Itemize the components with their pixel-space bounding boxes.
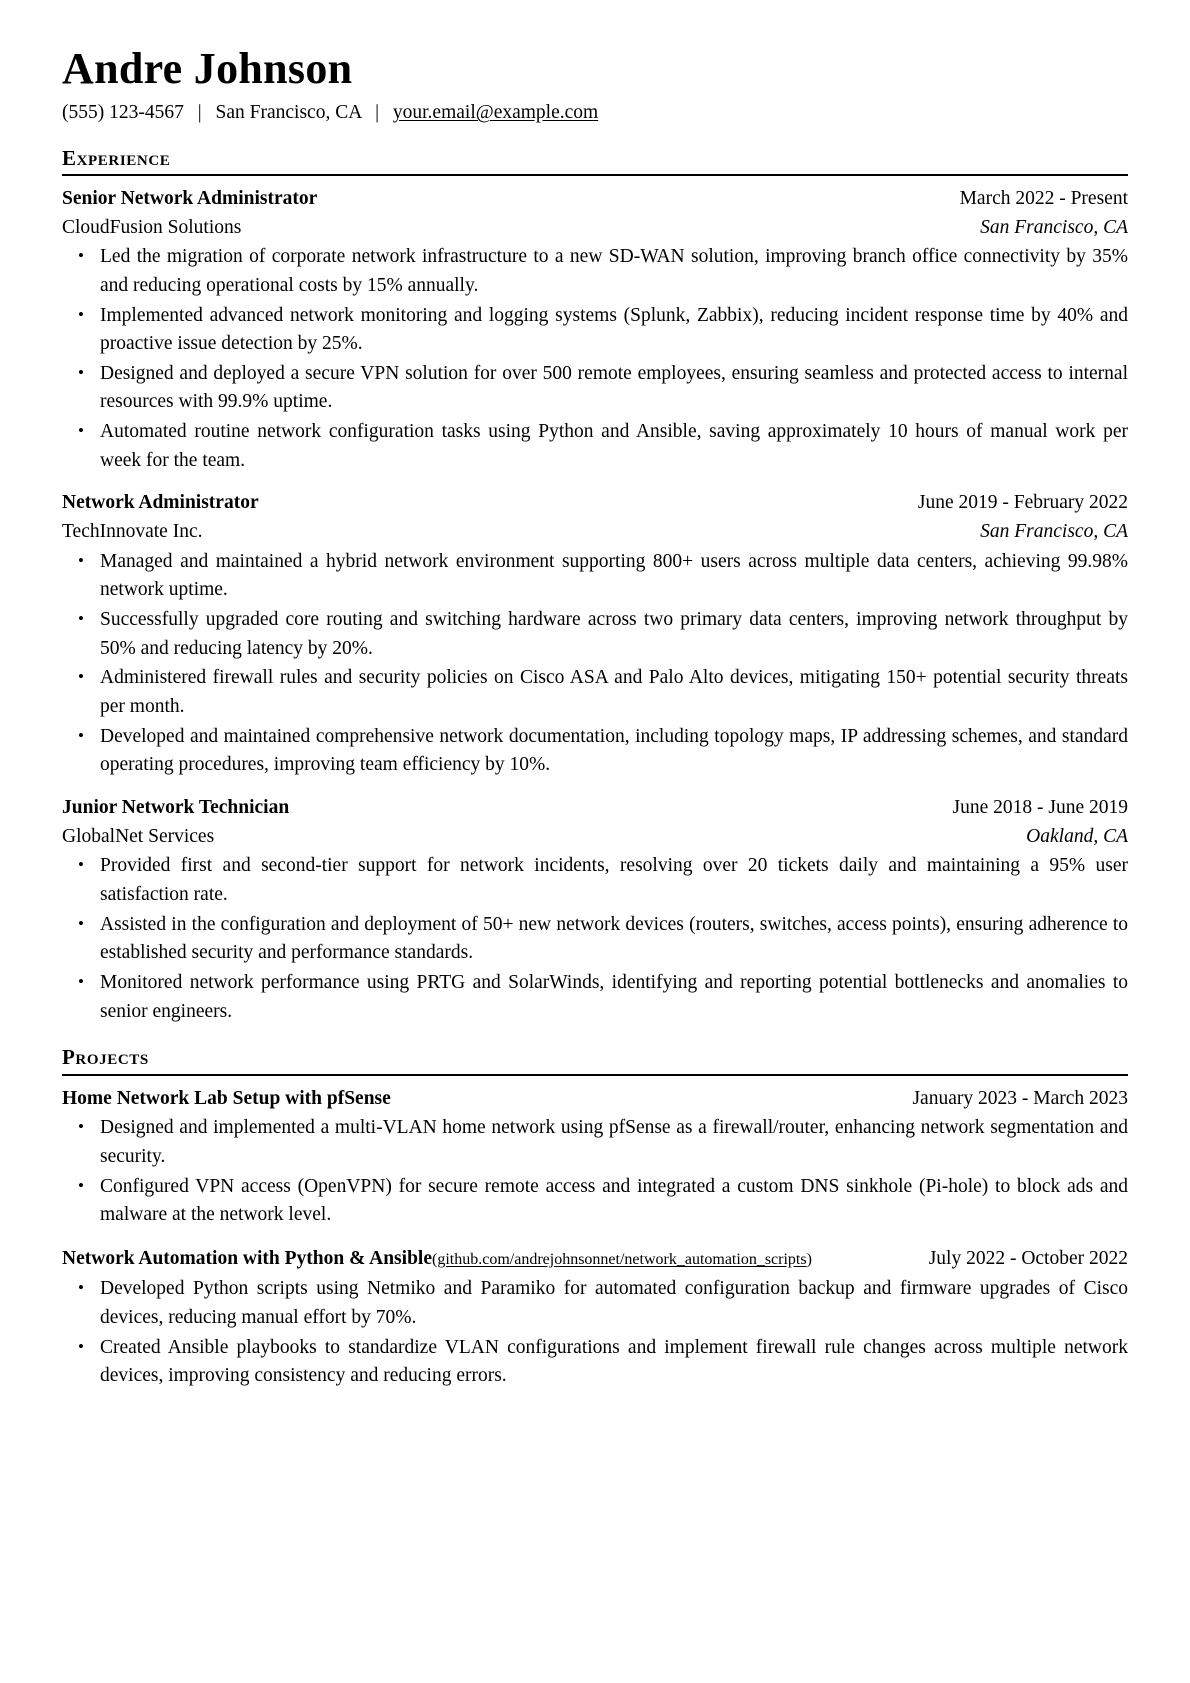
project-link-close: ) bbox=[806, 1250, 812, 1268]
job-location: San Francisco, CA bbox=[980, 521, 1128, 543]
section-title-projects: Projects bbox=[62, 1045, 149, 1070]
project-entry bbox=[62, 1085, 1128, 1230]
job-organization: TechInnovate Inc. bbox=[62, 521, 203, 543]
candidate-name: Andre Johnson bbox=[62, 44, 353, 93]
project-bullet: • Developed Python scripts using Netmiko and Paramiko for automated configuration backup and firmware upgrades of Cisco devices, reducing manual effort by 70%. bbox=[62, 1275, 1128, 1332]
experience-entry bbox=[62, 185, 1128, 476]
experience-entry bbox=[62, 794, 1128, 1026]
entry-title-row bbox=[62, 185, 1128, 213]
job-location: Oakland, CA bbox=[1026, 825, 1128, 847]
section-divider-experience bbox=[62, 174, 1128, 176]
job-location: San Francisco, CA bbox=[980, 216, 1128, 238]
job-bullet-list bbox=[62, 852, 1128, 1026]
project-bullet-list bbox=[62, 1275, 1128, 1391]
job-bullet-list bbox=[62, 243, 1128, 475]
resume-header bbox=[62, 44, 1128, 127]
project-bullet: • Configured VPN access (OpenVPN) for secure remote access and integrated a custom DNS sinkhole (Pi-hole) to block ads and malware at the network level. bbox=[62, 1173, 1128, 1230]
project-dates: July 2022 - October 2022 bbox=[928, 1247, 1128, 1269]
contact-separator-2: | bbox=[375, 102, 379, 124]
entry-title-row bbox=[62, 1244, 1128, 1273]
project-bullet-list bbox=[62, 1114, 1128, 1230]
project-link-open: ( bbox=[432, 1250, 438, 1268]
job-role: Junior Network Technician bbox=[62, 797, 290, 819]
job-bullet: • Monitored network performance using PRTG and SolarWinds, identifying and reporting potential bottlenecks and anomalies to senior engineers. bbox=[62, 969, 1128, 1026]
project-dates: January 2023 - March 2023 bbox=[912, 1087, 1128, 1109]
job-bullet: • Assisted in the configuration and deployment of 50+ new network devices (routers, switches, access points), ensuring adherence to established security and performance standards. bbox=[62, 911, 1128, 968]
job-bullet: • Managed and maintained a hybrid network environment supporting 800+ users across multiple data centers, achieving 99.98% network uptime. bbox=[62, 548, 1128, 605]
phone-number: (555) 123-4567 bbox=[62, 102, 184, 124]
job-dates: June 2019 - February 2022 bbox=[917, 492, 1128, 514]
job-bullet: • Provided first and second-tier support for network incidents, resolving over 20 tickets daily and maintaining a 95% user satisfaction rate. bbox=[62, 852, 1128, 909]
project-title: Network Automation with Python & Ansible bbox=[62, 1247, 432, 1269]
job-bullet: • Led the migration of corporate network infrastructure to a new SD-WAN solution, improving branch office connectivity by 35% and reducing operational costs by 15% annually. bbox=[62, 243, 1128, 300]
job-bullet-list bbox=[62, 548, 1128, 780]
job-role: Network Administrator bbox=[62, 492, 259, 514]
experience-entry bbox=[62, 489, 1128, 780]
entry-title-row bbox=[62, 1085, 1128, 1113]
job-organization: GlobalNet Services bbox=[62, 825, 215, 847]
job-bullet: • Automated routine network configuration tasks using Python and Ansible, saving approximately 10 hours of manual work per week for the team. bbox=[62, 418, 1128, 475]
job-role: Senior Network Administrator bbox=[62, 187, 318, 209]
job-bullet: • Developed and maintained comprehensive network documentation, including topology maps, IP addressing schemes, and standard operating procedures, improving team efficiency by 10%. bbox=[62, 723, 1128, 780]
job-organization: CloudFusion Solutions bbox=[62, 216, 242, 238]
job-dates: June 2018 - June 2019 bbox=[952, 797, 1128, 819]
job-bullet: • Administered firewall rules and security policies on Cisco ASA and Palo Alto devices, mitigating 150+ potential security threats per month. bbox=[62, 664, 1128, 721]
job-bullet: • Implemented advanced network monitoring and logging systems (Splunk, Zabbix), reducing incident response time by 40% and proactive issue detection by 25%. bbox=[62, 302, 1128, 359]
project-title: Home Network Lab Setup with pfSense bbox=[62, 1087, 391, 1109]
entry-org-row bbox=[62, 518, 1128, 546]
contact-location: San Francisco, CA bbox=[215, 102, 362, 124]
email-link[interactable]: your.email@example.com bbox=[392, 102, 599, 124]
project-entry bbox=[62, 1244, 1128, 1391]
entry-org-row bbox=[62, 214, 1128, 242]
contact-line bbox=[62, 99, 1128, 126]
job-dates: March 2022 - Present bbox=[959, 187, 1128, 209]
entry-title-row bbox=[62, 489, 1128, 517]
project-bullet: • Created Ansible playbooks to standardize VLAN configurations and implement firewall rule changes across multiple network devices, improving consistency and reducing errors. bbox=[62, 1334, 1128, 1391]
project-bullet: • Designed and implemented a multi-VLAN home network using pfSense as a firewall/router, enhancing network segmentation and security. bbox=[62, 1114, 1128, 1171]
section-divider-projects bbox=[62, 1074, 1128, 1076]
entry-title-row bbox=[62, 794, 1128, 822]
contact-separator-1: | bbox=[197, 102, 202, 124]
project-repo-link[interactable]: github.com/andrejohnsonnet/network_automation_scripts bbox=[437, 1250, 807, 1268]
section-projects bbox=[62, 1044, 1128, 1390]
section-title-experience: Experience bbox=[62, 145, 171, 170]
entry-org-row bbox=[62, 823, 1128, 851]
job-bullet: • Successfully upgraded core routing and switching hardware across two primary data centers, improving network throughput by 50% and reducing latency by 20%. bbox=[62, 606, 1128, 663]
job-bullet: • Designed and deployed a secure VPN solution for over 500 remote employees, ensuring seamless and protected access to internal resources with 99.9% uptime. bbox=[62, 360, 1128, 417]
section-experience bbox=[62, 145, 1128, 1027]
